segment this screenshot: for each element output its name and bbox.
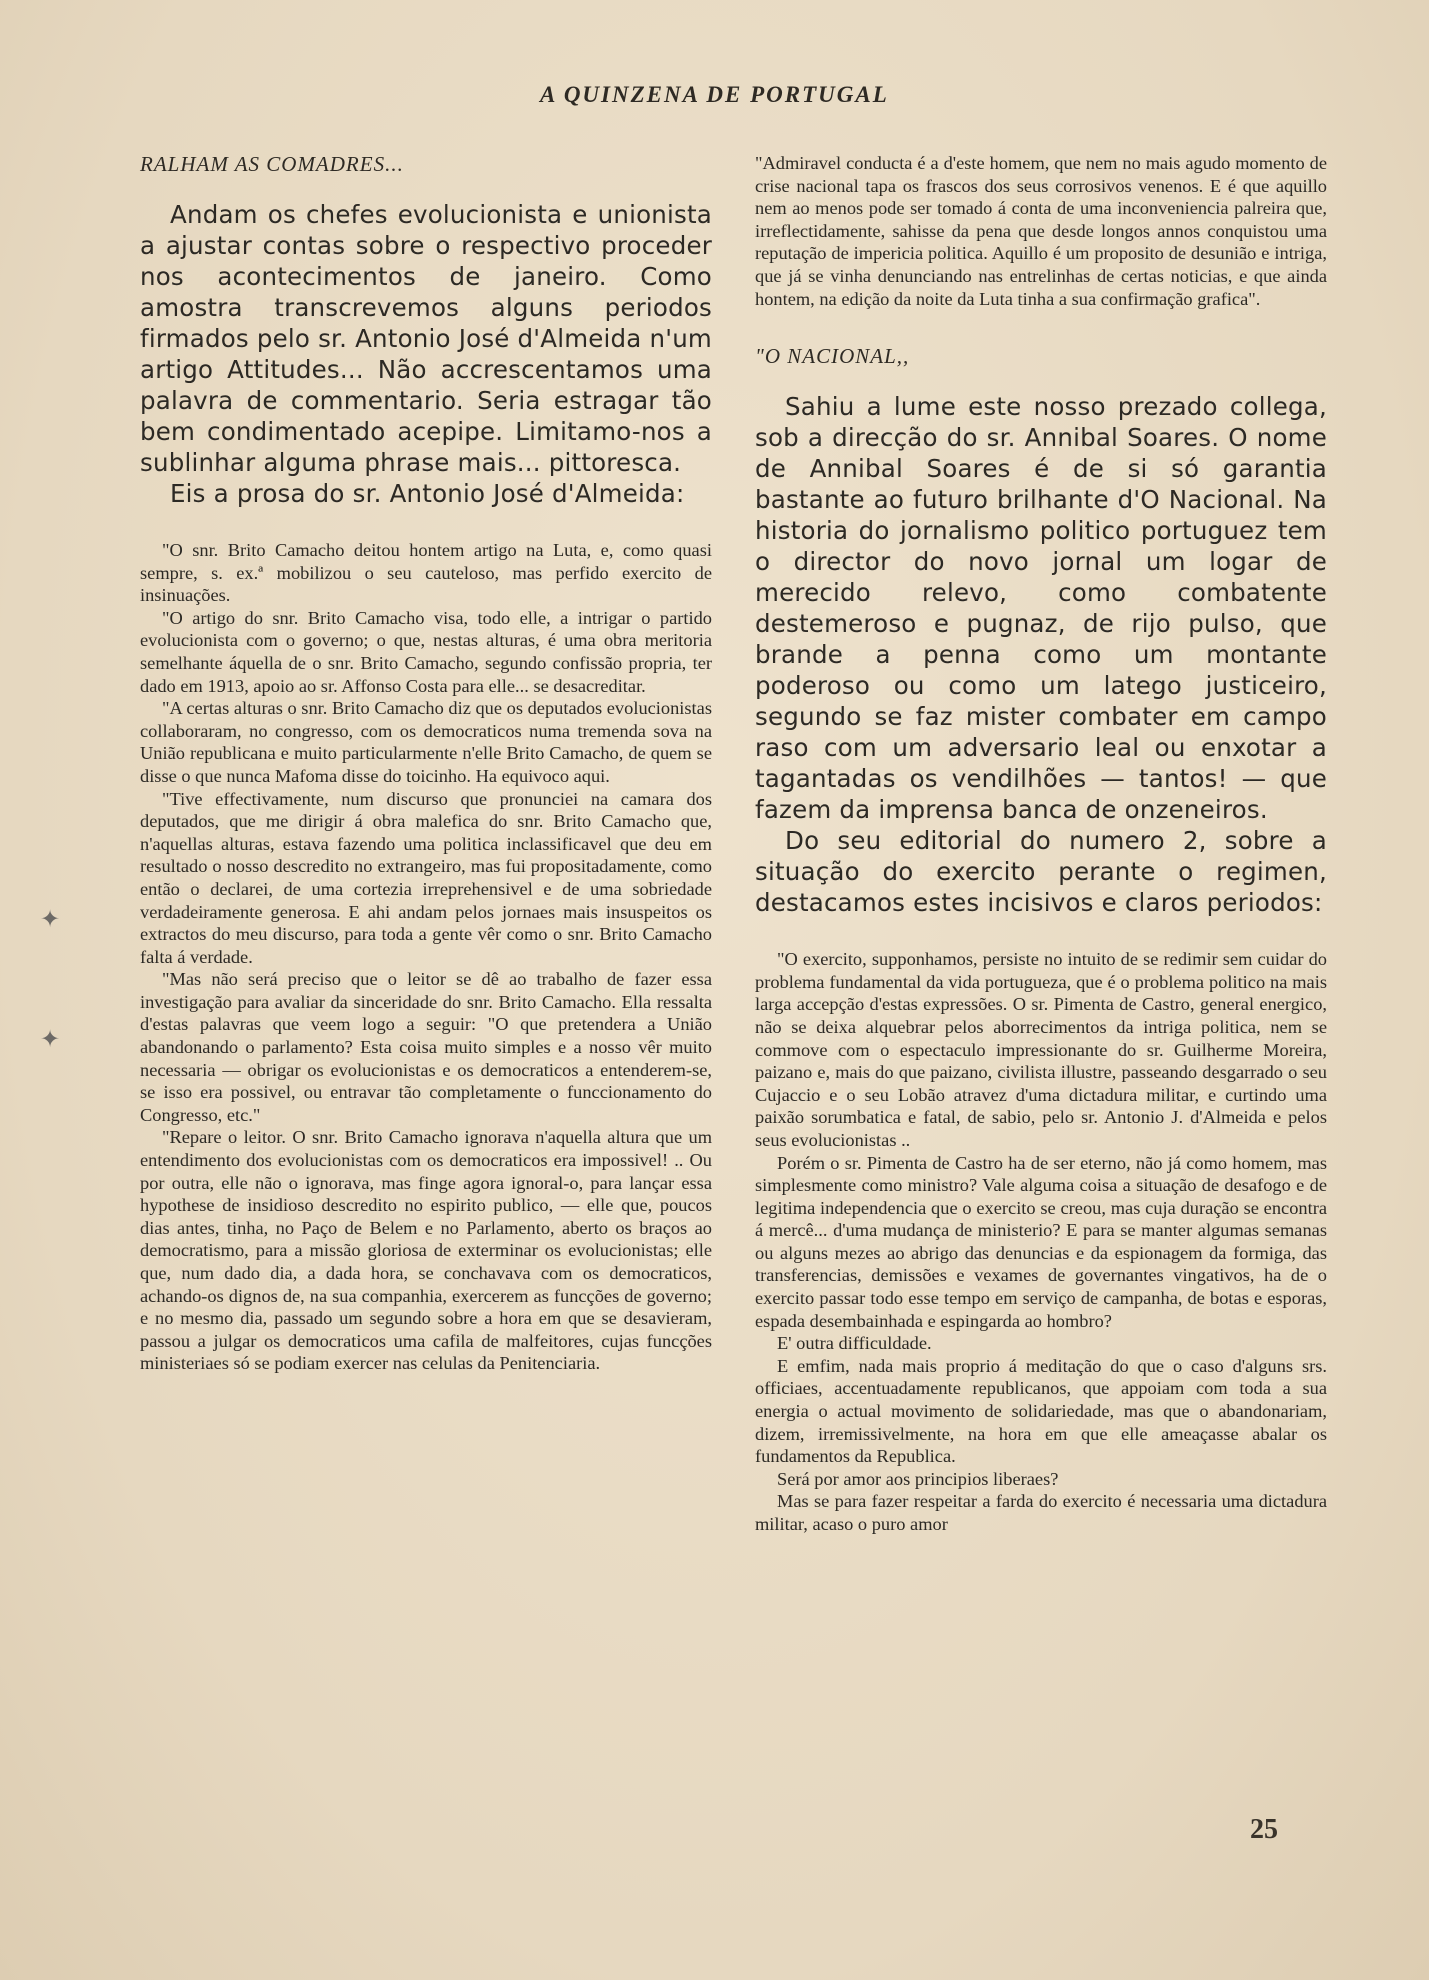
quote-paragraph: "Mas não será preciso que o leitor se dê ao trabalho de fazer essa investigação para avaliar da sinceridade do snr. Brito Camacho. Ella ressalta d'estas palavras que veem logo a seguir: "O que pretendera a União abandonando o parlamento? Esta coisa muito simples e a nosso vêr muito necessaria — obrigar os evolucionistas e os democraticos a entenderem-se, se isso era possivel, ou entravar tão completamente o funccionamento do Congresso, etc." (140, 969, 712, 1125)
quote-paragraph: Será por amor aos principios liberaes? (777, 1468, 1059, 1489)
quote-paragraph: "O snr. Brito Camacho deitou hontem artigo na Luta, e, como quasi sempre, s. ex.ª mobilizou o seu cauteloso, mas perfido exercito de insinuações. (140, 540, 712, 606)
page-number: 25 (1250, 1814, 1278, 1845)
intro-paragraph: Andam os chefes evolucionista e unionista a ajustar contas sobre o respectivo proceder nos acontecimentos de janeiro. Como amostra transcrevemos alguns periodos firmados pelo sr. Antonio José d'Almeida n'um artigo Attitudes... Não accrescentamos uma palavra de commentario. Seria estragar tão bem condimentado acepipe. Limitamo-nos a sublinhar alguma phrase mais... pittoresca. (140, 200, 712, 477)
quote-paragraph: Mas se para fazer respeitar a farda do exercito é necessaria uma dictadura militar, acaso o puro amor (755, 1491, 1327, 1534)
quote-paragraph: E' outra difficuldade. (777, 1333, 932, 1354)
quote-paragraph: "Repare o leitor. O snr. Brito Camacho ignorava n'aquella altura que um entendimento dos evolucionistas com os democraticos era impossivel! .. Ou por outra, elle não o ignorava, mas finge agora ignoral-o, para lançar essa hypothese de insidioso descredito no espirito publico, — elle que, poucos dias antes, tinha, no Paço de Belem e no Parlamento, aberto os braços ao democratismo, para a missão gloriosa de exterminar os evolucionistas; elle que, num dado dia, a dada hora, se conchavava com os democraticos, achando-os dignos de, na sua companhia, exercerem as funcções de governo; e no mesmo dia, passado um segundo sobre a hora em que se desavieram, passou a julgar os democraticos uma cafila de malfeitores, cujas funcções ministeriaes só se podiam exercer nas celulas da Penitenciaria. (140, 1127, 712, 1374)
quote-paragraph: "O exercito, supponhamos, persiste no intuito de se redimir sem cuidar do problema fundamental da vida portugueza, que é o problema politico na mais larga accepção d'estas expressões. O sr. Pimenta de Castro, general energico, não se deixa alquebrar pelos aborrecimentos da intriga politica, nem se commove com o espectaculo impressionante do sr. Guilherme Moreira, paizano e, mais do que paizano, civilista illustre, passeando desgarrado o seu Cujaccio e o seu Lobão atravez d'uma dictadura militar, e curtindo uma paixão sorumbatica e fatal, de sabio, pelo sr. Antonio J. d'Almeida e pelos seus evolucionistas .. (755, 949, 1327, 1150)
ink-speck-icon: ✦ (40, 905, 61, 933)
left-column (140, 152, 712, 1375)
quote-paragraph: "A certas alturas o snr. Brito Camacho diz que os deputados evolucionistas collaboraram, no congresso, com os democraticos numa tremenda sova na União republicana e muito particularmente n'elle Brito Camacho, de quem se disse o que nunca Mafoma disse do toicinho. Ha equivoco aqui. (140, 698, 712, 786)
quote-paragraph: "O artigo do snr. Brito Camacho visa, todo elle, a intrigar o partido evolucionista com o governo; o que, nestas alturas, é uma obra meritoria semelhante áquella de o snr. Brito Camacho, segundo confissão propria, ter dado em 1913, apoio ao sr. Affonso Costa para elle... se desacreditar. (140, 607, 712, 696)
ink-speck-icon: ✦ (40, 1025, 61, 1053)
article-paragraph: Do seu editorial do numero 2, sobre a situação do exercito perante o regimen, destacamos estes incisivos e claros periodos: (755, 826, 1327, 918)
quote-paragraph: E emfim, nada mais proprio á meditação do que o caso d'alguns srs. officiaes, accentuadamente republicanos, que appoiam com toda a sua energia o actual movimento de solidariedade, mas que o abandonariam, dizem, irremissivelmente, na hora em que elle ameaçasse abalar os fundamentos da Republica. (755, 1355, 1327, 1467)
section-heading-nacional: "O NACIONAL,, (755, 344, 910, 369)
article-paragraph: Sahiu a lume este nosso prezado collega, sob a direcção do sr. Annibal Soares. O nome de Annibal Soares é de si só garantia bastante ao futuro brilhante d'O Nacional. Na historia do jornalismo politico portuguez tem o director do novo jornal um logar de merecido relevo, como combatente destemeroso e pugnaz, de rijo pulso, que brande a penna como um montante poderoso ou como um latego justiceiro, segundo se faz mister combater em campo raso com um adversario leal ou enxotar a tagantadas os vendilhões — tantos! — que fazem da imprensa banca de onzeneiros. (755, 392, 1327, 825)
quote-paragraph: Porém o sr. Pimenta de Castro ha de ser eterno, não já como homem, mas simplesmente como ministro? Vale alguma coisa a situação de desafogo e de legitima independencia que o exercito se creou, mas cuja duração se encontra á mercê... d'uma mudança de ministerio? E para se manter algumas semanas ou alguns mezes ao abrigo das denuncias e da espionagem da formiga, das transferencias, demissões e vexames de governantes vingativos, ha de o exercito passar todo esse tempo em serviço de campanha, de botas e esporas, espada desembainhada e espingarda ao hombro? (755, 1152, 1327, 1331)
intro-paragraph-2: Eis a prosa do sr. Antonio José d'Almeida: (170, 479, 685, 508)
section-heading-comadres: RALHAM AS COMADRES... (140, 152, 404, 176)
right-column (755, 152, 1327, 1536)
quote-paragraph: "Admiravel conducta é a d'este homem, que nem no mais agudo momento de crise nacional tapa os frascos dos seus corrosivos venenos. E é que aquillo nem ao menos pode ser tomado á conta de uma inconveniencia palreira que, irreflectidamente, sahisse da pena que desde longos annos conquistou uma reputação de impericia politica. Aquillo é um proposito de desunião e intriga, que já se vinha denunciando nas entrelinhas de certas noticias, e que ainda hontem, na edição da noite da Luta tinha a sua confirmação grafica". (755, 153, 1327, 309)
quote-paragraph: "Tive effectivamente, num discurso que pronunciei na camara dos deputados, que me dirigir á obra malefica do snr. Brito Camacho que, n'aquellas alturas, estava fazendo uma politica inclassificavel que deu em resultado o nosso descredito no extrangeiro, mas fui propositadamente, como então o declarei, de uma cortezia irreprehensivel e de uma sobriedade verdadeiramente generosa. E ahi andam pelos jornaes mais insuspeitos os extractos do meu discurso, para toda a gente vêr como o snr. Brito Camacho falta á verdade. (140, 788, 712, 967)
running-head: A QUINZENA DE PORTUGAL (540, 82, 889, 107)
